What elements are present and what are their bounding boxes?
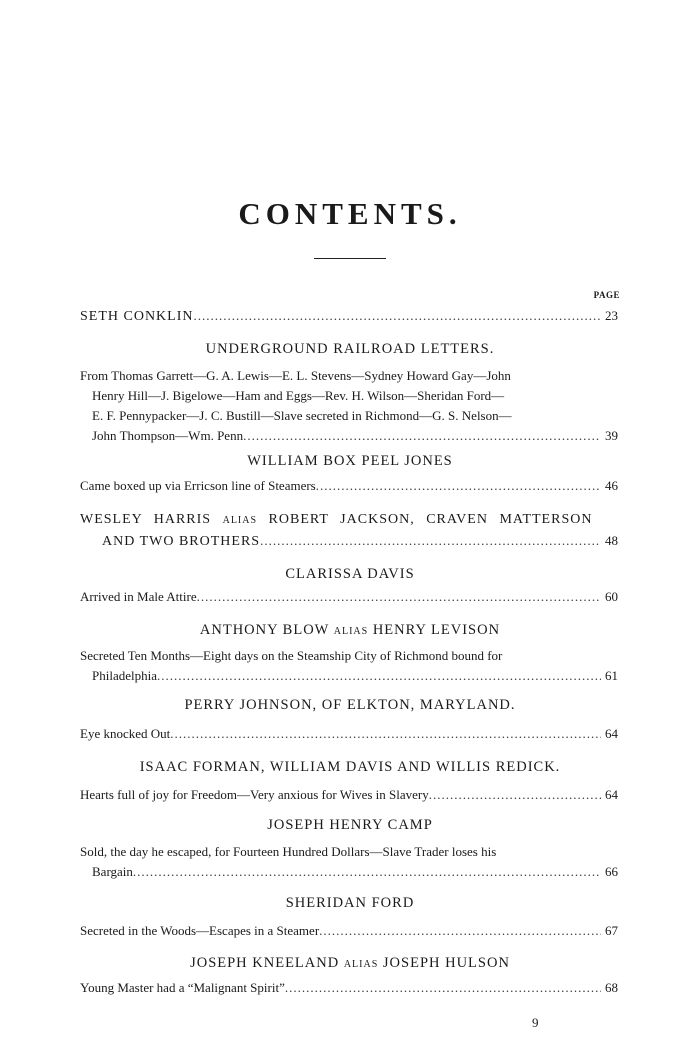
section-heading: UNDERGROUND RAILROAD LETTERS.	[205, 341, 495, 357]
page-number: 39	[605, 428, 618, 443]
entry-text: John Thompson—Wm. Penn	[92, 428, 244, 443]
section-heading: SHERIDAN FORD	[285, 895, 415, 911]
entry-isaac-forman[interactable]	[80, 785, 618, 805]
entry-text: Eye knocked Out	[80, 726, 171, 741]
folio-page-number: 9	[532, 1015, 539, 1030]
page-number: 61	[605, 668, 618, 683]
entry-text: Henry Hill—J. Bigelowe—Ham and Eggs—Rev. H. Wilson—Sheridan Ford—	[92, 388, 505, 403]
entry-text: Arrived in Male Attire	[80, 589, 197, 604]
entry-joseph-kneeland[interactable]	[80, 978, 618, 998]
section-heading: PERRY JOHNSON, OF ELKTON, MARYLAND.	[184, 697, 516, 713]
page-number: 67	[605, 923, 618, 938]
page-number: 68	[605, 980, 618, 995]
page-title: CONTENTS.	[238, 196, 462, 231]
entry-text: From Thomas Garrett—G. A. Lewis—E. L. Stevens—Sydney Howard Gay—John	[80, 368, 511, 383]
section-heading: CLARISSA DAVIS	[285, 566, 415, 582]
title-divider	[314, 258, 386, 259]
entry-text: Hearts full of joy for Freedom—Very anxious for Wives in Slavery	[80, 787, 429, 802]
entry-text: Bargain	[92, 864, 133, 879]
page-column-label: PAGE	[593, 290, 620, 300]
page-number: 23	[605, 308, 618, 323]
entry-seth-conklin[interactable]	[80, 306, 618, 327]
alias-label: ALIAS	[343, 959, 379, 970]
entry-text: Young Master had a “Malignant Spirit”	[80, 980, 285, 995]
entry-sheridan-ford[interactable]	[80, 921, 618, 941]
entry-text: Secreted Ten Months—Eight days on the Steamship City of Richmond bound for	[80, 648, 503, 663]
entry-text: Sold, the day he escaped, for Fourteen Hundred Dollars—Slave Trader loses his	[80, 844, 497, 859]
entry-wesley-harris[interactable]	[80, 510, 618, 552]
page-number: 48	[605, 533, 618, 548]
page-number: 46	[605, 478, 618, 493]
alias-label: ALIAS	[222, 515, 258, 526]
entry-text: SETH CONKLIN	[80, 309, 194, 324]
entry-joseph-henry-camp[interactable]	[80, 842, 618, 882]
entry-text: Philadelphia	[92, 668, 157, 683]
entry-william-box-peel-jones[interactable]	[80, 476, 618, 496]
section-heading: JOSEPH KNEELAND ALIAS JOSEPH HULSON	[190, 955, 510, 971]
section-heading: ISAAC FORMAN, WILLIAM DAVIS AND WILLIS REDICK.	[139, 759, 561, 775]
section-heading: ANTHONY BLOW ALIAS HENRY LEVISON	[199, 622, 501, 638]
entry-text: Came boxed up via Erricson line of Steamers	[80, 478, 316, 493]
entry-anthony-blow[interactable]	[80, 646, 618, 686]
alias-label: ALIAS	[333, 626, 369, 637]
page-number: 66	[605, 864, 618, 879]
entry-perry-johnson[interactable]	[80, 724, 618, 744]
entry-text: ROBERT JACKSON, CRAVEN MATTERSON	[268, 512, 593, 527]
entry-clarissa-davis[interactable]	[80, 587, 618, 607]
entry-text: WESLEY HARRIS	[80, 512, 212, 527]
page-number: 64	[605, 726, 618, 741]
entry-underground-railroad-letters[interactable]	[80, 366, 618, 446]
page-number: 60	[605, 589, 618, 604]
entry-text: E. F. Pennypacker—J. C. Bustill—Slave secreted in Richmond—G. S. Nelson—	[92, 408, 512, 423]
page-number: 64	[605, 787, 618, 802]
entry-text: AND TWO BROTHERS	[102, 534, 261, 549]
section-heading: JOSEPH HENRY CAMP	[267, 817, 433, 833]
entry-text: Secreted in the Woods—Escapes in a Steamer	[80, 923, 320, 938]
section-heading: WILLIAM BOX PEEL JONES	[247, 453, 453, 469]
